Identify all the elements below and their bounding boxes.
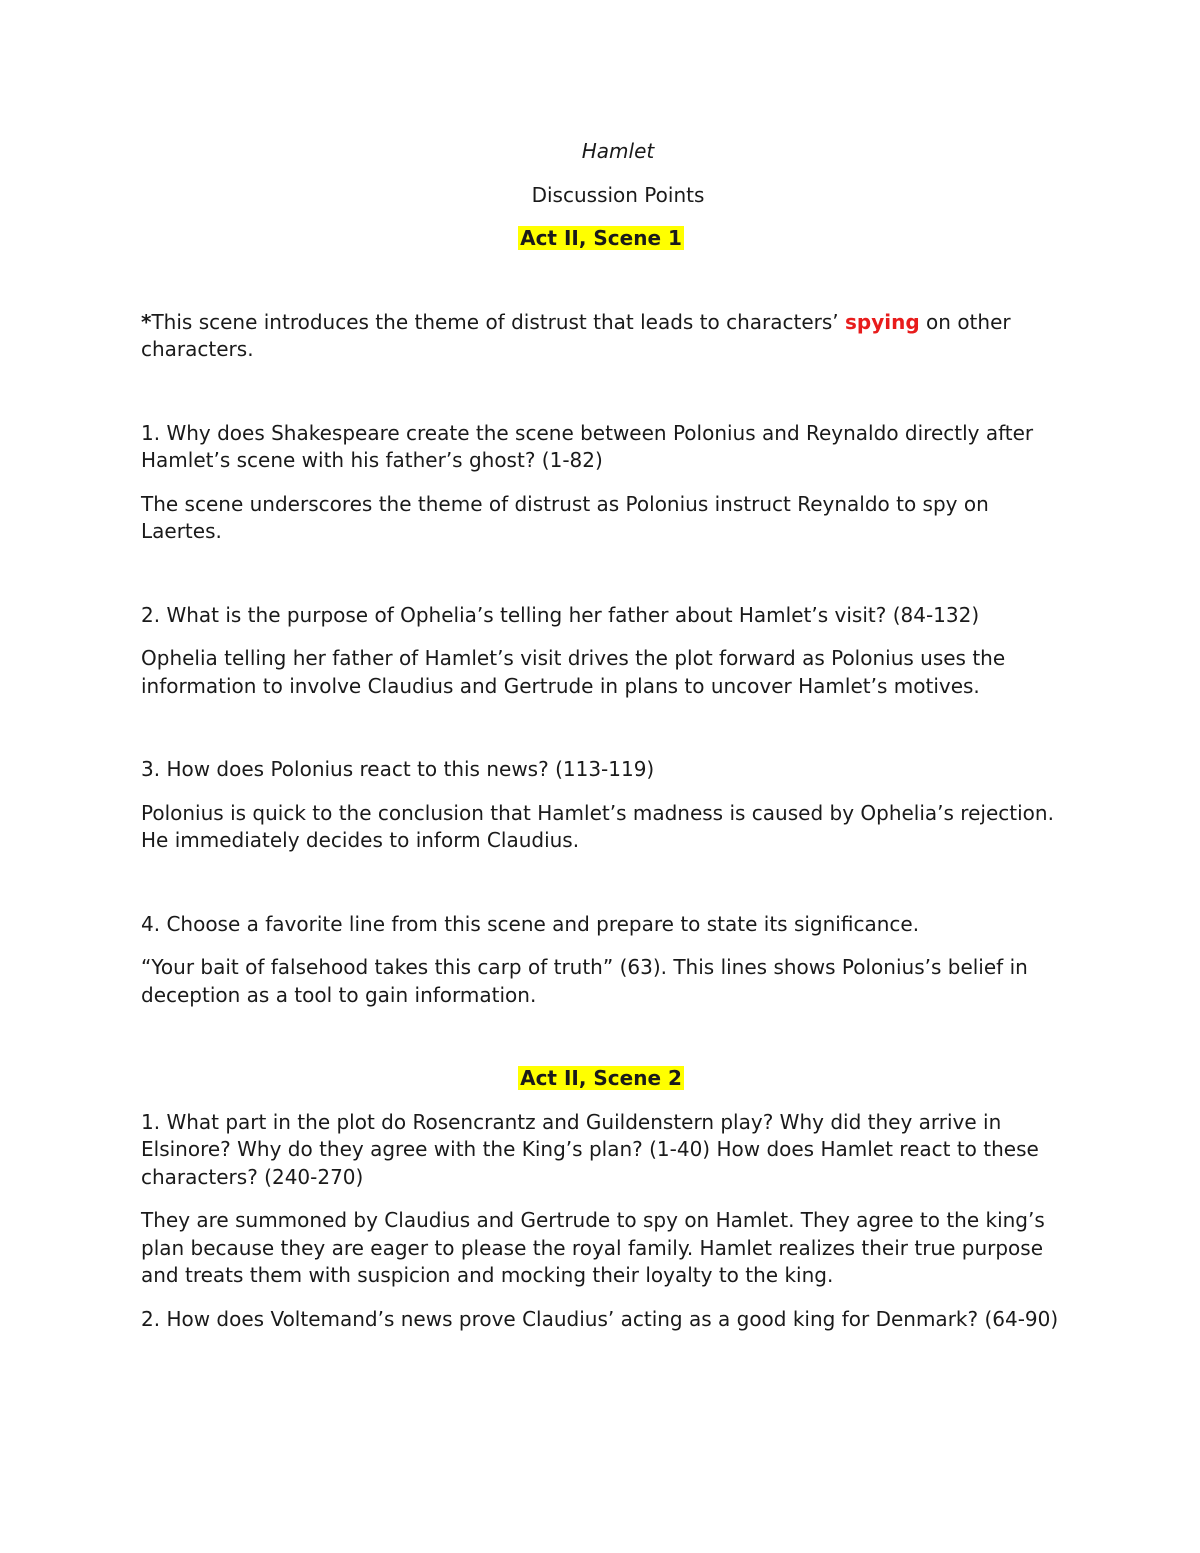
intro-text-before: This scene introduces the theme of distrust that leads to characters’ [151,309,846,334]
document-body [141,138,1061,1333]
scene1-answer-3: Polonius is quick to the conclusion that Hamlet’s madness is caused by Ophelia’s rejection. He immediately decides to inform Claudius. [141,800,1054,852]
scene2-question-1: 1. What part in the plot do Rosencrantz and Guildenstern play? Why did they arrive in Elsinore? Why do they agree with the King’s plan? (1-40) How does Hamlet react to these characters? (240-270) [141,1109,1039,1189]
scene1-heading-highlight: Act II, Scene 1 [520,226,682,250]
intro-emphasis-spying: spying [845,309,920,334]
document-title: Hamlet [581,139,655,163]
scene2-heading-highlight: Act II, Scene 2 [520,1066,682,1090]
scene1-question-1: 1. Why does Shakespeare create the scene between Polonius and Reynaldo directly after Hamlet’s scene with his father’s ghost? (1-82) [141,420,1034,472]
intro-asterisk: * [141,309,152,334]
scene1-answer-2: Ophelia telling her father of Hamlet’s visit drives the plot forward as Polonius uses the information to involve Claudius and Gertrude in plans to uncover Hamlet’s motives. [141,646,1006,698]
scene1-intro [141,309,1061,364]
scene1-question-3: 3. How does Polonius react to this news? (113-119) [141,757,655,781]
scene1-heading [141,225,1061,253]
scene1-question-2: 2. What is the purpose of Ophelia’s telling her father about Hamlet’s visit? (84-132) [141,602,980,627]
scene1-question-4: 4. Choose a favorite line from this scene and prepare to state its significance. [141,911,920,936]
scene2-answer-1: They are summoned by Claudius and Gertrude to spy on Hamlet. They agree to the king’s plan because they are eager to please the royal family. Hamlet realizes their true purpose and treats them with suspicion and mocking their loyalty to the king. [141,1208,1045,1287]
scene1-answer-1: The scene underscores the theme of distrust as Polonius instruct Reynaldo to spy on Laertes. [141,491,989,543]
scene2-heading [141,1065,1061,1093]
scene2-question-2: 2. How does Voltemand’s news prove Claudius’ acting as a good king for Denmark? (64-90) [141,1306,1059,1331]
scene1-answer-4: “Your bait of falsehood takes this carp of truth” (63). This lines shows Polonius’s belief in deception as a tool to gain information. [141,955,1028,1007]
intro-text-after: on other characters. [141,309,1011,361]
document-subtitle: Discussion Points [531,182,705,207]
